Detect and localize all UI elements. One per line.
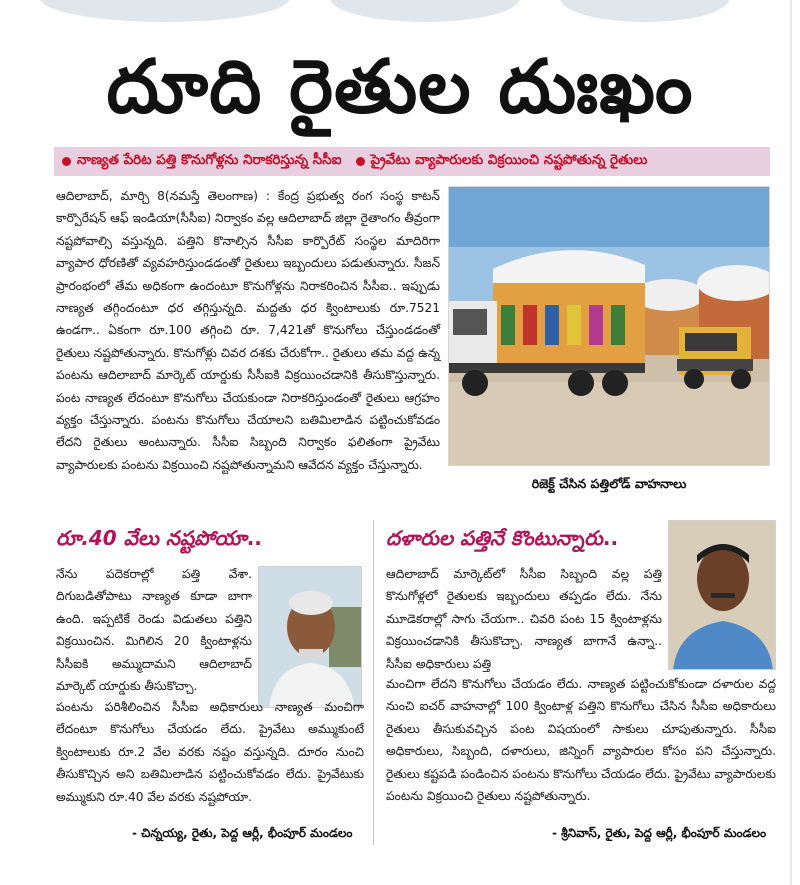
left-box-intro: నేను పదెకరాల్లో పత్తి వేశా. దిగుబడితోపాటు నాణ్యత కూడా బాగా ఉంది. ఇప్పటికే రెండు విడుతలు పత్తిని విక్రయించిన. మిగిలిన 20 క్వింటాళ్లను సీసీఐకి అమ్ముదామని ఆదిలాబాద్ మార్కెట్ యార్డుకు తీసుకొచ్చా. (56, 567, 252, 694)
column-divider (373, 520, 374, 845)
left-box-heading (56, 526, 262, 555)
right-box-heading-dots: .. (602, 526, 619, 550)
headline: దూది రైతుల దుఃఖం (106, 44, 694, 130)
left-box-heading-text: రూ.40 వేలు నష్టపోయా (56, 526, 247, 550)
trucks-photo (448, 186, 770, 466)
photo-caption: రిజెక్ట్ చేసిన పత్తిలోడ్ వాహనాలు (531, 476, 687, 491)
subhead-1 (62, 152, 342, 171)
farmer-portrait-right (668, 520, 776, 670)
left-box-rest: పంటను పరిశీలించిన సీసీఐ అధికారులు నాణ్యత మంచిగా లేదంటూ కొనుగోలు చేయడం లేదు. ప్రైవేటు అమ్ముకుంటే క్వింటాలుకు రూ.2 వేల వరకు నష్టం వస్తున్నది. దూరం నుంచి తీసుకొచ్చిన అని బతిమిలాడిన పట్టించుకోవడం లేదు. ప్రైవేటుకు అమ్ముకుని రూ.40 వేల వరకు నష్టపోయా. (56, 700, 364, 804)
lead-article: ఆదిలాబాద్, మార్చి 8(నమస్తే తెలంగాణ) : కేంద్ర ప్రభుత్వ రంగ సంస్థ కాటన్ కార్పొరేషన్ ఆఫ్ ఇండియా(సీసీఐ) నిర్వాకం వల్ల ఆదిలాబాద్ జిల్లా రైతాంగం తీవ్రంగా నష్టపోవాల్సి వస్తున్నది. పత్తిని కొనాల్సిన సీసీఐ కార్పొరేట్ సంస్థల మాదిరిగా వ్యాపార ధోరణితో వ్యవహరిస్తుండడంతో రైతులు ఇబ్బందులు పడుతున్నారు. సీజన్ ప్రారంభంలో తేమ అధికంగా ఉందంటూ కొనుగోళ్లను నిరాకరించిన సీసీఐ.. ఇప్పుడు నాణ్యత తగ్గిందంటూ ధర తగ్గిస్తున్నది. మద్దతు ధర క్వింటాలుకు రూ.7521 ఉండగా.. ఏకంగా రూ.100 తగ్గించి రూ. 7,421తో కొనుగోలు చేస్తుండడంతో రైతులు నష్టపోతున్నారు. కొనుగోళ్లు చివర దశకు చేరుకోగా.. రైతులు తమ వద్ద ఉన్న పంటను ఆదిలాబాద్ మార్కెట్ యార్డుకు సీసీఐకి విక్రయించడానికి తీసుకొస్తున్నారు. పంట నాణ్యత లేదంటూ కొనుగోలు చేయకుండా నిరాకరిస్తుండంతో రైతులు ఆగ్రహం వ్యక్తం చేస్తున్నారు. పంటను కొనుగోలు చేయాలని బతిమిలాడిన పట్టించుకోవడం లేదని రైతులు అంటున్నారు. సీసీఐ సిబ్బంది నిర్వాకం ఫలితంగా ప్రైవేటు వ్యాపారులకు పంటను విక్రయించి నష్టపోతున్నామని ఆవేదన వ్యక్తం చేస్తున్నారు. (56, 189, 440, 472)
right-box-intro: ఆదిలాబాద్ మార్కెట్‌లో సీసీఐ సిబ్బంది వల్ల పత్తి కొనుగోళ్లలో రైతులకు ఇబ్బందులు తప్పడం లేదు. నేను మూడెకరాల్లో సాగు చేయగా.. చివరి పంట 15 క్వింటాళ్లను విక్రయించడానికి తీసుకొచ్చా. నాణ్యత బాగానే ఉన్నా.. సీసీఐ అధికారులు పత్తి (386, 567, 662, 671)
subhead-2-text: ప్రైవేటు వ్యాపారులకు విక్రయించి నష్టపోతున్న రైతులు (370, 152, 648, 168)
subhead-2 (356, 152, 648, 171)
subhead-band (54, 147, 770, 176)
left-box-heading-dots: .. (246, 526, 262, 550)
left-box-byline: - చిన్నయ్య, రైతు, పెద్ద ఆర్లీ, భీంపూర్ మండలం (132, 826, 353, 840)
right-box-rest: మంచిగా లేదని కొనుగోలు చేయడం లేదు. నాణ్యత పట్టించుకోకుండా దళారుల వద్ద నుంచి ఐచర్ వాహనాల్లో 100 క్వింటాళ్ల పత్తిని కొనుగోలు చేసిన సీసీఐ అధికారులు రైతులు తీసుకువచ్చిన పంట విషయంలో సాకులు చూపుతున్నారు. సీసీఐ అధికారులు, సిబ్బంది, దళారులు, జిన్నింగ్ వ్యాపారుల కోసం పని చేస్తున్నారు. రైతులు కష్టపడి పండించిన పంటను కొనుగోలు చేయడం లేదు. ప్రైవేటు వ్యాపారులకు పంటను విక్రయించి రైతులు నష్టపోతున్నారు. (386, 677, 776, 804)
right-box-heading (386, 526, 618, 555)
top-decoration (0, 0, 800, 28)
right-box-byline: - శ్రీనివాస్, రైతు, పెద్ద ఆర్లీ, భీంపూర్ మండలం (552, 826, 767, 840)
bullet-dot-icon (356, 157, 365, 166)
right-box-heading-text: దళారుల పత్తినే కొంటున్నారు (386, 526, 603, 550)
bullet-dot-icon (62, 157, 71, 166)
farmer-portrait-left (258, 566, 362, 708)
subhead-1-text: నాణ్యత పేరిట పత్తి కొనుగోళ్లను నిరాకరిస్తున్న సీసీఐ (77, 152, 342, 168)
